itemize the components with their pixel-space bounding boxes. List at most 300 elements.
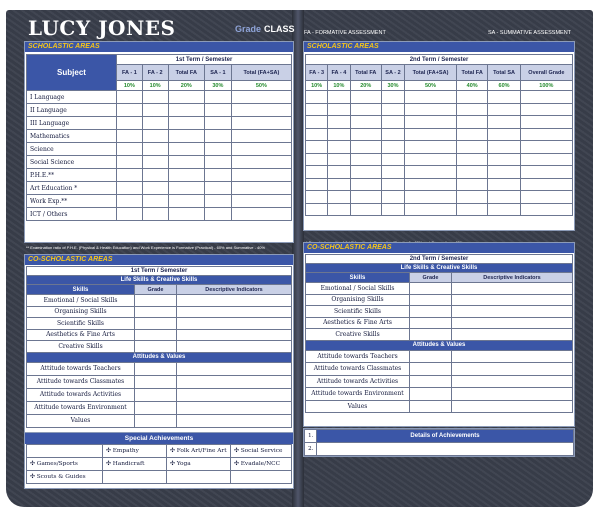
mark-cell[interactable] — [488, 166, 520, 179]
indicator-cell[interactable] — [177, 329, 292, 341]
mark-cell[interactable] — [488, 128, 520, 141]
skill-row — [27, 401, 292, 414]
pct: 10% — [328, 81, 350, 91]
col-fa2: FA - 2 — [142, 65, 168, 81]
indicator-cell[interactable] — [452, 329, 573, 341]
life-skills-title: Life Skills & Creative Skills — [27, 276, 292, 285]
skill-row — [27, 362, 292, 375]
mark-cell[interactable] — [142, 169, 168, 182]
mark-cell[interactable] — [520, 91, 572, 104]
indicator-cell[interactable] — [177, 388, 292, 401]
co-term2-header: 2nd Term / Semester — [306, 255, 573, 264]
subject-row — [306, 141, 573, 154]
ach-label: Social Service — [240, 448, 283, 454]
mark-cell[interactable] — [205, 143, 232, 156]
mark-cell[interactable] — [456, 128, 487, 141]
grade-col-header: Grade — [135, 285, 177, 295]
mark-cell[interactable] — [350, 166, 381, 179]
mark-cell[interactable] — [350, 141, 381, 154]
scholastic-left-table — [26, 54, 292, 221]
subject-name: P.H.E.** — [27, 169, 117, 182]
term2-col-header: Overall Grade — [520, 65, 572, 81]
mark-cell[interactable] — [350, 153, 381, 166]
special-achievements-table — [26, 444, 292, 484]
mark-cell[interactable] — [405, 153, 457, 166]
ach-label: Empathy — [112, 448, 139, 454]
ach-scouts-guides[interactable]: ✣ Scouts & Guides — [27, 471, 103, 484]
pct: 10% — [117, 81, 143, 91]
mark-cell[interactable] — [381, 128, 404, 141]
grade-cell[interactable] — [135, 388, 177, 401]
skills-col-header: Skills — [27, 285, 135, 295]
mark-cell[interactable] — [306, 91, 328, 104]
term2-col-header: SA - 2 — [381, 65, 404, 81]
pct: 10% — [306, 81, 328, 91]
skill-name: Emotional / Social Skills — [306, 283, 410, 295]
col-total-fa: Total FA — [168, 65, 204, 81]
skill-name: Attitude towards Classmates — [306, 363, 410, 376]
special-achievements-panel — [24, 432, 294, 489]
mark-cell[interactable] — [456, 166, 487, 179]
mark-cell[interactable] — [381, 191, 404, 204]
grade-label: Grade — [235, 24, 262, 34]
mark-cell[interactable] — [350, 203, 381, 216]
mark-cell[interactable] — [456, 153, 487, 166]
mark-cell[interactable] — [231, 195, 291, 208]
mark-cell[interactable] — [142, 195, 168, 208]
grade-cell[interactable] — [410, 388, 452, 401]
term2-header: 2nd Term / Semester — [306, 55, 573, 65]
mark-cell[interactable] — [328, 103, 350, 116]
mark-cell[interactable] — [456, 116, 487, 129]
mark-cell[interactable] — [381, 91, 404, 104]
mark-cell[interactable] — [142, 156, 168, 169]
mark-cell[interactable] — [350, 91, 381, 104]
indicator-cell[interactable] — [452, 375, 573, 388]
grade-cell[interactable] — [135, 401, 177, 414]
skill-row — [306, 350, 573, 363]
mark-cell[interactable] — [456, 178, 487, 191]
mark-cell[interactable] — [117, 208, 143, 221]
skill-row — [27, 341, 292, 353]
mark-cell[interactable] — [231, 169, 291, 182]
skill-row — [27, 295, 292, 307]
mark-cell[interactable] — [306, 166, 328, 179]
subject-name: Science — [27, 143, 117, 156]
mark-cell[interactable] — [456, 103, 487, 116]
subject-name: ICT / Others — [27, 208, 117, 221]
mark-cell[interactable] — [381, 116, 404, 129]
mark-cell[interactable] — [306, 178, 328, 191]
mark-cell[interactable] — [520, 166, 572, 179]
mark-cell[interactable] — [456, 141, 487, 154]
mark-cell[interactable] — [520, 103, 572, 116]
mark-cell[interactable] — [488, 91, 520, 104]
mark-cell[interactable] — [117, 104, 143, 117]
detail-entry[interactable] — [317, 443, 574, 456]
subject-row — [27, 117, 292, 130]
grade-col-header-right: Grade — [410, 273, 452, 283]
mark-cell[interactable] — [520, 191, 572, 204]
grade-cell[interactable] — [410, 317, 452, 329]
pct: 30% — [205, 81, 232, 91]
ach-blank — [103, 471, 167, 484]
skill-row — [27, 414, 292, 427]
mark-cell[interactable] — [231, 91, 291, 104]
indicator-cell[interactable] — [452, 294, 573, 306]
subject-row — [306, 103, 573, 116]
scholastic-title: SCHOLASTIC AREAS — [25, 42, 293, 52]
grade-cell[interactable] — [410, 363, 452, 376]
mark-cell[interactable] — [142, 130, 168, 143]
ach-handicraft[interactable]: ✣ Handicraft — [103, 458, 167, 471]
skill-row — [306, 329, 573, 341]
fa-legend: FA - FORMATIVE ASSESSMENT — [304, 30, 386, 36]
pct: 10% — [142, 81, 168, 91]
mark-cell[interactable] — [488, 153, 520, 166]
skill-name: Attitude towards Activities — [27, 388, 135, 401]
mark-cell[interactable] — [381, 153, 404, 166]
life-skills-title-right: Life Skills & Creative Skills — [306, 264, 573, 273]
term2-col-header: Total FA — [350, 65, 381, 81]
mark-cell[interactable] — [520, 153, 572, 166]
skill-name: Scientific Skills — [27, 318, 135, 330]
mark-cell[interactable] — [231, 130, 291, 143]
skill-row — [306, 317, 573, 329]
mark-cell[interactable] — [328, 116, 350, 129]
mark-cell[interactable] — [456, 191, 487, 204]
pct: 20% — [168, 81, 204, 91]
mark-cell[interactable] — [117, 117, 143, 130]
grade-cell[interactable] — [135, 329, 177, 341]
subject-row — [306, 191, 573, 204]
indicator-cell[interactable] — [452, 317, 573, 329]
mark-cell[interactable] — [168, 169, 204, 182]
grade-cell[interactable] — [410, 375, 452, 388]
indicator-cell[interactable] — [177, 375, 292, 388]
mark-cell[interactable] — [168, 156, 204, 169]
subject-name: Social Science — [27, 156, 117, 169]
subject-row — [306, 116, 573, 129]
mark-cell[interactable] — [456, 203, 487, 216]
mark-cell[interactable] — [205, 104, 232, 117]
mark-cell[interactable] — [142, 208, 168, 221]
term2-col-header: Total (FA+SA) — [405, 65, 457, 81]
skill-row — [306, 306, 573, 318]
pct: 100% — [520, 81, 572, 91]
mark-cell[interactable] — [205, 91, 232, 104]
indicator-cell[interactable] — [177, 295, 292, 307]
mark-cell[interactable] — [456, 91, 487, 104]
grade-cell[interactable] — [410, 294, 452, 306]
indicator-cell[interactable] — [177, 414, 292, 427]
ach-blank — [27, 445, 103, 458]
mark-cell[interactable] — [405, 91, 457, 104]
grade-cell[interactable] — [135, 295, 177, 307]
mark-cell[interactable] — [231, 156, 291, 169]
mark-cell[interactable] — [117, 195, 143, 208]
indicator-cell[interactable] — [452, 363, 573, 376]
pct: 60% — [488, 81, 520, 91]
mark-cell[interactable] — [117, 182, 143, 195]
mark-cell[interactable] — [168, 91, 204, 104]
mark-cell[interactable] — [405, 128, 457, 141]
mark-cell[interactable] — [168, 117, 204, 130]
special-achievements-title: Special Achievements — [25, 433, 293, 444]
subject-row — [27, 195, 292, 208]
details-achievements-title: Details of Achievements — [317, 430, 574, 443]
skill-name: Values — [27, 414, 135, 427]
mark-cell[interactable] — [306, 191, 328, 204]
col-fa1: FA - 1 — [117, 65, 143, 81]
indicator-cell[interactable] — [177, 401, 292, 414]
grade-cell[interactable] — [410, 306, 452, 318]
mark-cell[interactable] — [142, 182, 168, 195]
coscholastic-right-table — [305, 254, 573, 413]
term1-header: 1st Term / Semester — [117, 55, 292, 65]
subject-row — [27, 143, 292, 156]
ach-empathy[interactable]: ✣ Empathy — [103, 445, 167, 458]
mark-cell[interactable] — [306, 203, 328, 216]
mark-cell[interactable] — [168, 130, 204, 143]
scholastic-left-panel — [24, 41, 294, 243]
mark-cell[interactable] — [488, 103, 520, 116]
mark-cell[interactable] — [142, 104, 168, 117]
indicator-cell[interactable] — [452, 306, 573, 318]
grade-cell[interactable] — [135, 414, 177, 427]
coscholastic-left-panel — [24, 254, 294, 443]
grade-cell[interactable] — [410, 329, 452, 341]
mark-cell[interactable] — [520, 128, 572, 141]
ach-yoga[interactable]: ✣ Yoga — [167, 458, 231, 471]
skill-row — [306, 375, 573, 388]
mark-cell[interactable] — [231, 208, 291, 221]
mark-cell[interactable] — [205, 169, 232, 182]
grade-cell[interactable] — [135, 362, 177, 375]
skills-col-header-right: Skills — [306, 273, 410, 283]
subject-name: III Language — [27, 117, 117, 130]
skill-row — [27, 388, 292, 401]
skill-name: Organising Skills — [27, 306, 135, 318]
mark-cell[interactable] — [306, 141, 328, 154]
ach-games-sports[interactable]: ✣ Games/Sports — [27, 458, 103, 471]
mark-cell[interactable] — [231, 143, 291, 156]
mark-cell[interactable] — [168, 195, 204, 208]
term2-col-header: FA - 4 — [328, 65, 350, 81]
mark-cell[interactable] — [405, 141, 457, 154]
ach-blank — [231, 471, 292, 484]
mark-cell[interactable] — [117, 130, 143, 143]
subject-row — [27, 156, 292, 169]
scholastic-right-table — [305, 54, 573, 216]
mark-cell[interactable] — [205, 182, 232, 195]
mark-cell[interactable] — [488, 203, 520, 216]
indicator-cell[interactable] — [452, 350, 573, 363]
details-achievements-table — [304, 429, 574, 456]
term2-col-header: FA - 3 — [306, 65, 328, 81]
skill-row — [306, 400, 573, 413]
grade-value: CLASS — [264, 24, 295, 34]
ach-label: Yoga — [176, 461, 191, 467]
desc-col-header-right: Descriptive Indicators — [452, 273, 573, 283]
mark-cell[interactable] — [328, 203, 350, 216]
mark-cell[interactable] — [306, 128, 328, 141]
mark-cell[interactable] — [405, 103, 457, 116]
ach-label: Handicraft — [112, 461, 145, 467]
skill-name: Creative Skills — [306, 329, 410, 341]
mark-cell[interactable] — [328, 178, 350, 191]
mark-cell[interactable] — [405, 116, 457, 129]
ach-label: Evadale/NCC — [240, 461, 281, 467]
scholastic-note-left: ** Examination ratio of P.H.E. (Physical & Health Education) and Work Experience is Formative (Practical) - 60% and Summative - 40% — [26, 245, 266, 250]
mark-cell[interactable] — [350, 116, 381, 129]
ach-label: Games/Sports — [36, 461, 78, 467]
mark-cell[interactable] — [168, 208, 204, 221]
mark-cell[interactable] — [142, 143, 168, 156]
pct: 30% — [381, 81, 404, 91]
mark-cell[interactable] — [328, 166, 350, 179]
grade-cell[interactable] — [410, 350, 452, 363]
coscholastic-right-panel — [303, 242, 575, 427]
mark-cell[interactable] — [328, 141, 350, 154]
skill-name: Attitude towards Environment — [306, 388, 410, 401]
mark-cell[interactable] — [328, 191, 350, 204]
mark-cell[interactable] — [117, 91, 143, 104]
indicator-cell[interactable] — [177, 306, 292, 318]
skill-name: Attitude towards Teachers — [306, 350, 410, 363]
co-term1-header: 1st Term / Semester — [27, 267, 292, 276]
indicator-cell[interactable] — [177, 362, 292, 375]
subject-row — [306, 178, 573, 191]
mark-cell[interactable] — [205, 156, 232, 169]
indicator-cell[interactable] — [452, 283, 573, 295]
mark-cell[interactable] — [520, 141, 572, 154]
subject-name: Work Exp.** — [27, 195, 117, 208]
mark-cell[interactable] — [328, 128, 350, 141]
skill-row — [27, 306, 292, 318]
grade-cell[interactable] — [410, 283, 452, 295]
mark-cell[interactable] — [117, 169, 143, 182]
ach-evadale-ncc[interactable]: ✣ Evadale/NCC — [231, 458, 292, 471]
skill-row — [27, 318, 292, 330]
skill-row — [306, 388, 573, 401]
ach-social-service[interactable]: ✣ Social Service — [231, 445, 292, 458]
ach-folk-art[interactable]: ✣ Folk Art/Fine Art — [167, 445, 231, 458]
mark-cell[interactable] — [205, 130, 232, 143]
mark-cell[interactable] — [142, 91, 168, 104]
subject-name: Mathematics — [27, 130, 117, 143]
mark-cell[interactable] — [328, 91, 350, 104]
skill-name: Aesthetics & Fine Arts — [27, 329, 135, 341]
mark-cell[interactable] — [205, 208, 232, 221]
sa-legend: SA - SUMMATIVE ASSESSMENT — [488, 30, 572, 36]
grade-cell[interactable] — [410, 400, 452, 413]
indicator-cell[interactable] — [177, 318, 292, 330]
mark-cell[interactable] — [381, 203, 404, 216]
subject-row — [27, 104, 292, 117]
indicator-cell[interactable] — [452, 388, 573, 401]
subject-name: I Language — [27, 91, 117, 104]
details-achievements-panel — [303, 428, 575, 457]
mark-cell[interactable] — [381, 166, 404, 179]
mark-cell[interactable] — [168, 182, 204, 195]
mark-cell[interactable] — [381, 178, 404, 191]
mark-cell[interactable] — [231, 104, 291, 117]
subject-row — [27, 169, 292, 182]
col-total-fa-sa: Total (FA+SA) — [231, 65, 291, 81]
mark-cell[interactable] — [306, 103, 328, 116]
mark-cell[interactable] — [488, 141, 520, 154]
mark-cell[interactable] — [488, 178, 520, 191]
skill-name: Scientific Skills — [306, 306, 410, 318]
indicator-cell[interactable] — [177, 341, 292, 353]
mark-cell[interactable] — [205, 117, 232, 130]
term2-col-header: Total SA — [488, 65, 520, 81]
mark-cell[interactable] — [328, 153, 350, 166]
grade-cell[interactable] — [135, 318, 177, 330]
mark-cell[interactable] — [168, 104, 204, 117]
mark-cell[interactable] — [350, 191, 381, 204]
mark-cell[interactable] — [520, 203, 572, 216]
grade-cell[interactable] — [135, 341, 177, 353]
mark-cell[interactable] — [117, 143, 143, 156]
mark-cell[interactable] — [168, 143, 204, 156]
mark-cell[interactable] — [350, 103, 381, 116]
pct: 20% — [350, 81, 381, 91]
mark-cell[interactable] — [488, 191, 520, 204]
ach-label: Folk Art/Fine Art — [176, 448, 227, 454]
mark-cell[interactable] — [350, 178, 381, 191]
detail-number: 1. — [305, 430, 317, 443]
skill-name: Creative Skills — [27, 341, 135, 353]
skill-name: Organising Skills — [306, 294, 410, 306]
mark-cell[interactable] — [381, 103, 404, 116]
col-sa1: SA - 1 — [205, 65, 232, 81]
skill-name: Values — [306, 400, 410, 413]
attitudes-title: Attitudes & Values — [27, 352, 292, 362]
subject-name: II Language — [27, 104, 117, 117]
mark-cell[interactable] — [231, 182, 291, 195]
skill-name: Attitude towards Teachers — [27, 362, 135, 375]
skill-row — [27, 329, 292, 341]
mark-cell[interactable] — [488, 116, 520, 129]
mark-cell[interactable] — [405, 178, 457, 191]
pct: 50% — [405, 81, 457, 91]
desc-col-header: Descriptive Indicators — [177, 285, 292, 295]
mark-cell[interactable] — [306, 153, 328, 166]
indicator-cell[interactable] — [452, 400, 573, 413]
mark-cell[interactable] — [205, 195, 232, 208]
scholastic-right-panel — [303, 41, 575, 231]
mark-cell[interactable] — [405, 191, 457, 204]
mark-cell[interactable] — [520, 116, 572, 129]
mark-cell[interactable] — [142, 117, 168, 130]
mark-cell[interactable] — [381, 141, 404, 154]
coscholastic-title-right: CO-SCHOLASTIC AREAS — [304, 243, 574, 253]
mark-cell[interactable] — [405, 203, 457, 216]
mark-cell[interactable] — [231, 117, 291, 130]
mark-cell[interactable] — [405, 166, 457, 179]
grade-cell[interactable] — [135, 375, 177, 388]
mark-cell[interactable] — [306, 116, 328, 129]
subject-row — [27, 182, 292, 195]
mark-cell[interactable] — [117, 156, 143, 169]
skill-row — [306, 294, 573, 306]
grade-cell[interactable] — [135, 306, 177, 318]
mark-cell[interactable] — [350, 128, 381, 141]
coscholastic-title: CO-SCHOLASTIC AREAS — [25, 255, 293, 265]
mark-cell[interactable] — [520, 178, 572, 191]
